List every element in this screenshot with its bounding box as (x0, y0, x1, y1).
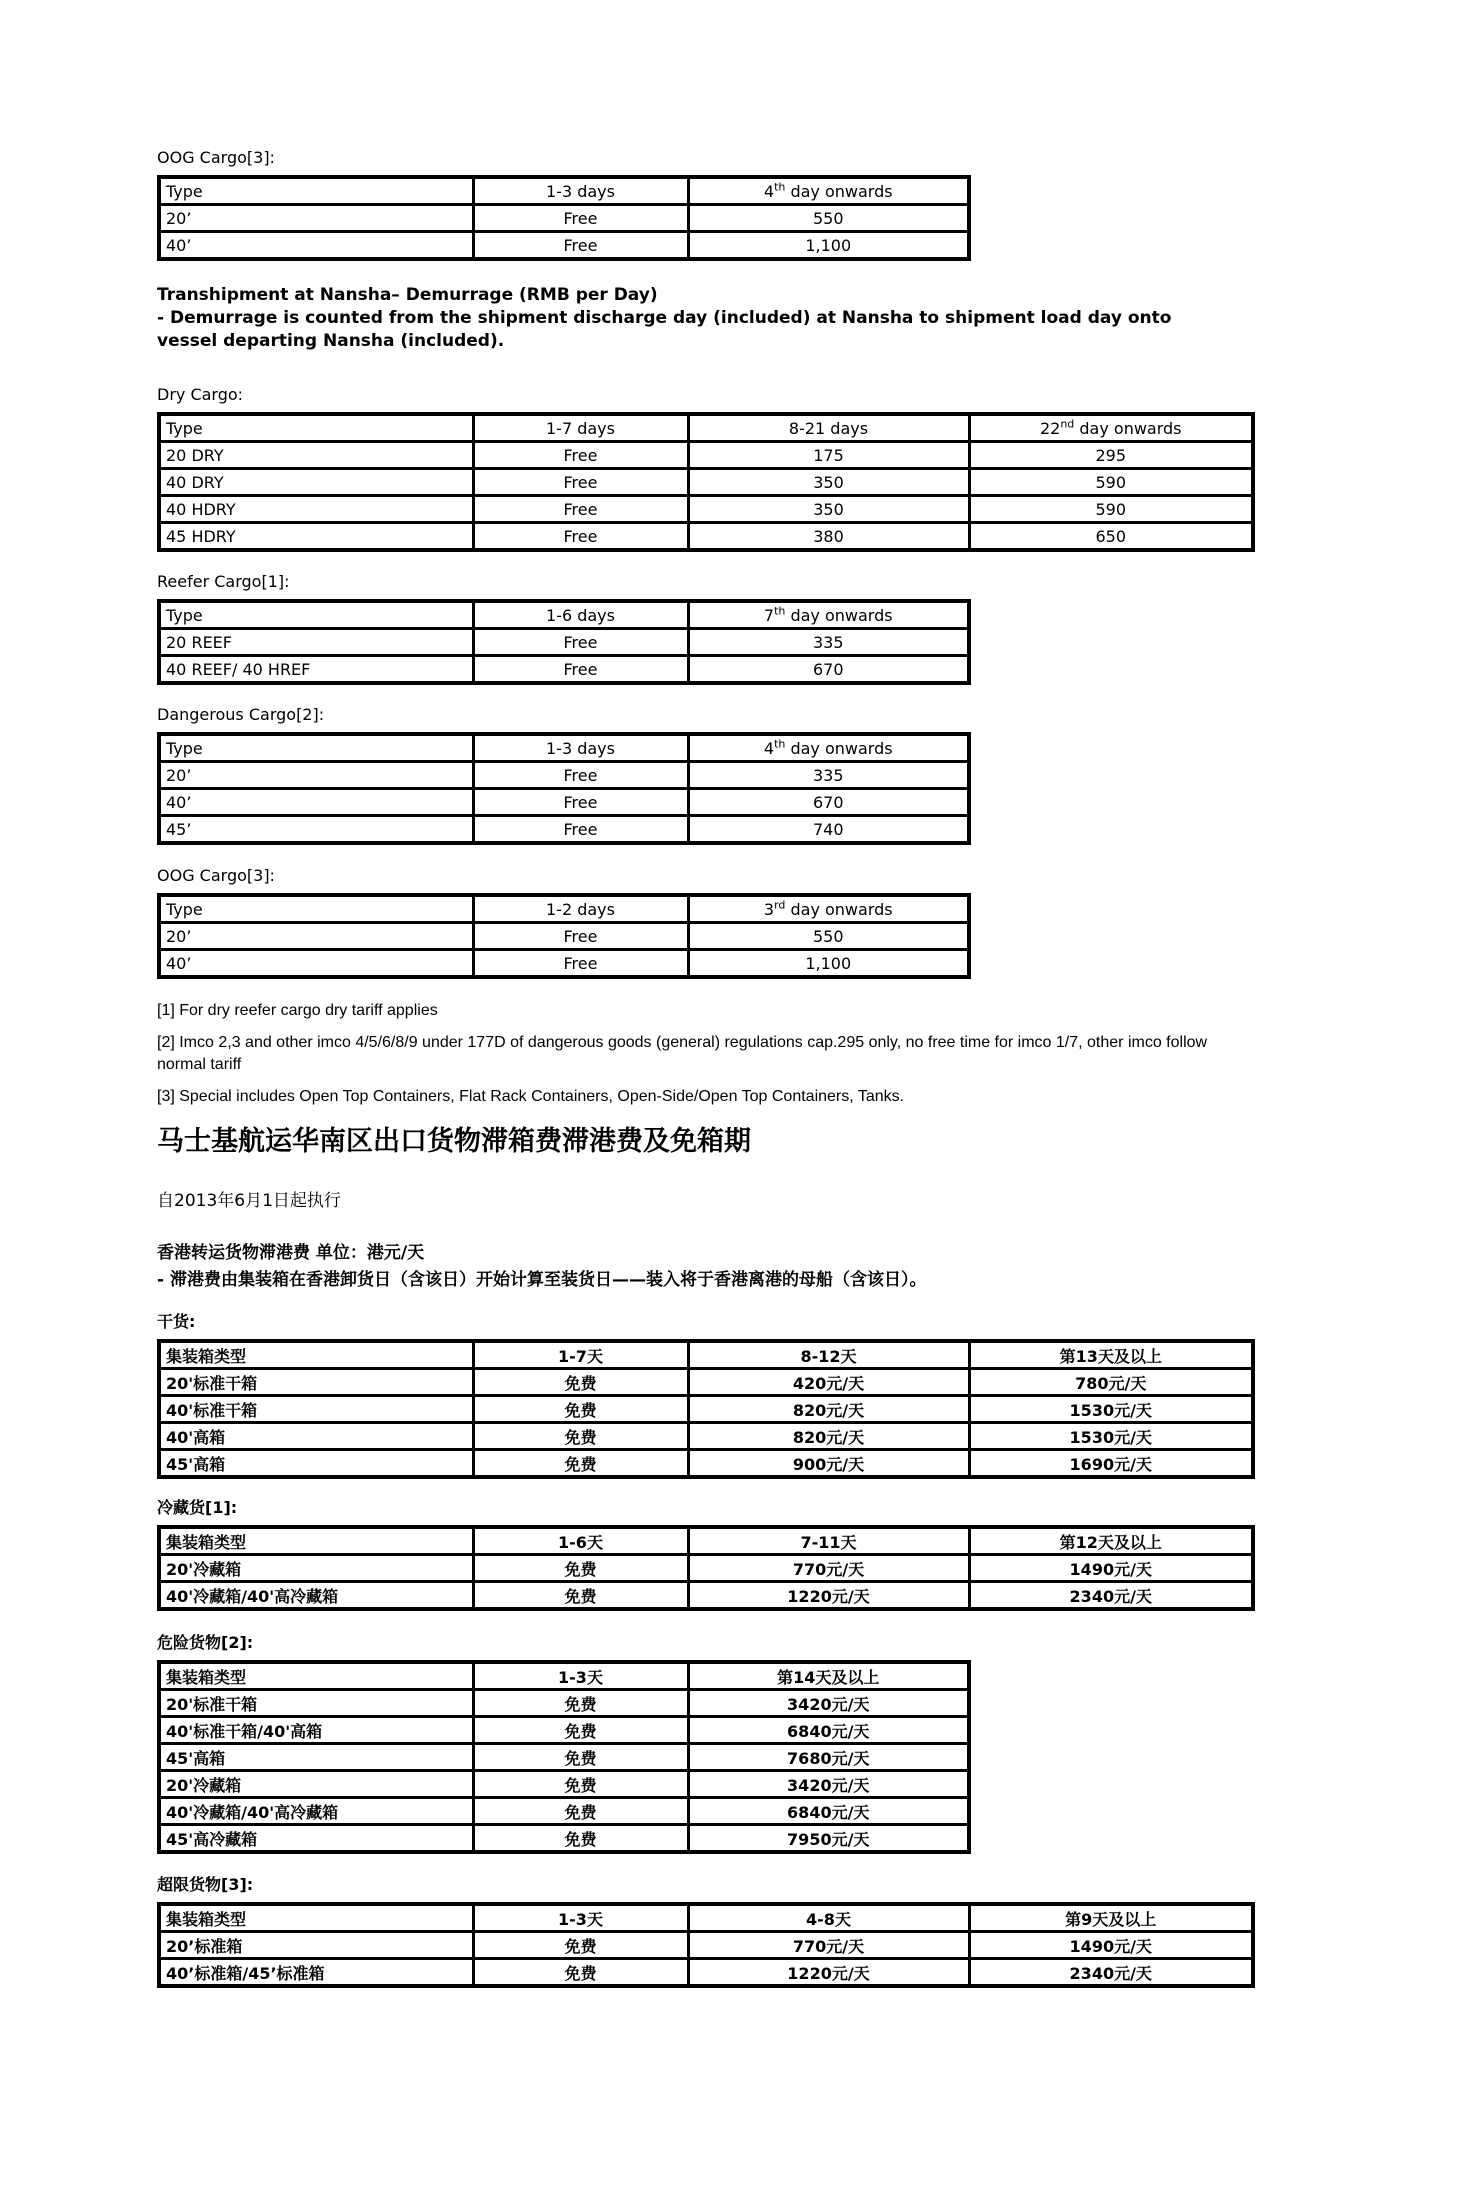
value-cell: 550 (688, 205, 969, 232)
oog-nansha-label: OOG Cargo[3]: (157, 866, 275, 885)
value-cell: 175 (688, 442, 969, 469)
value-cell: 740 (688, 816, 969, 844)
value-cell: Free (473, 656, 688, 684)
section-dry-cargo (157, 385, 1255, 552)
row-label-cell: 20'冷藏箱 (159, 1555, 473, 1582)
table-header-row (159, 1341, 1253, 1369)
value-cell: 1220元/天 (688, 1959, 969, 1987)
value-cell: 550 (688, 923, 969, 950)
value-cell: 免费 (473, 1423, 688, 1450)
table-header-row (159, 414, 1253, 442)
value-cell: 1530元/天 (969, 1396, 1253, 1423)
footnote-2: [2] Imco 2,3 and other imco 4/5/6/8/9 under 177D of dangerous goods (general) regulations cap.295 only, no free time for imco 1/7, other imco follow normal tariff (157, 1034, 1208, 1073)
table-header-row (159, 177, 969, 205)
value-cell: 2340元/天 (969, 1959, 1253, 1987)
cn-reefer-label: 冷藏货[1]: (157, 1498, 238, 1517)
row-label-cell: 40'冷藏箱/40'高冷藏箱 (159, 1582, 473, 1610)
value-cell: 免费 (473, 1771, 688, 1798)
table-row (159, 232, 969, 260)
row-label-cell: 45'高箱 (159, 1744, 473, 1771)
value-cell: Free (473, 629, 688, 656)
value-cell: Free (473, 523, 688, 551)
row-label-cell: 40’ (159, 950, 473, 978)
section-effective-date (157, 1190, 341, 1212)
column-header: 集装箱类型 (159, 1341, 473, 1369)
table-row (159, 923, 969, 950)
table-header-row (159, 734, 969, 762)
value-cell: 2340元/天 (969, 1582, 1253, 1610)
value-cell: Free (473, 496, 688, 523)
row-label-cell: 20’ (159, 205, 473, 232)
value-cell: 780元/天 (969, 1369, 1253, 1396)
value-cell: 3420元/天 (688, 1690, 969, 1717)
english-oog_top-table (157, 175, 971, 261)
value-cell: 1490元/天 (969, 1555, 1253, 1582)
value-cell: 免费 (473, 1717, 688, 1744)
column-header: Type (159, 414, 473, 442)
value-cell: 1220元/天 (688, 1582, 969, 1610)
value-cell: Free (473, 950, 688, 978)
value-cell: 免费 (473, 1959, 688, 1987)
oog-top-table-container (157, 175, 971, 261)
effective-date: 自2013年6月1日起执行 (157, 1191, 341, 1211)
table-header-row (159, 601, 969, 629)
table-row (159, 469, 1253, 496)
column-header: 集装箱类型 (159, 1904, 473, 1932)
footnotes (157, 1000, 1257, 1118)
table-row (159, 1717, 969, 1744)
footnote-3: [3] Special includes Open Top Containers, Flat Rack Containers, Open-Side/Open Top Containers, Tanks. (157, 1088, 905, 1105)
value-cell: 1490元/天 (969, 1932, 1253, 1959)
column-header: 22nd day onwards (969, 414, 1253, 442)
dangerous-cargo-table-container (157, 732, 971, 845)
row-label-cell: 20 DRY (159, 442, 473, 469)
value-cell: 380 (688, 523, 969, 551)
column-header: 3rd day onwards (688, 895, 969, 923)
row-label-cell: 40 DRY (159, 469, 473, 496)
column-header: 8-21 days (688, 414, 969, 442)
table-row (159, 1932, 1253, 1959)
value-cell: 免费 (473, 1369, 688, 1396)
value-cell: Free (473, 816, 688, 844)
column-header: 集装箱类型 (159, 1662, 473, 1690)
chinese-oog-table (157, 1902, 1255, 1988)
transhipment-body-line-2: vessel departing Nansha (included). (157, 331, 505, 351)
column-header: 1-6天 (473, 1527, 688, 1555)
table-row (159, 1423, 1253, 1450)
table-row (159, 789, 969, 816)
hk-demurrage-heading: 香港转运货物滞港费 单位：港元/天 (157, 1243, 425, 1263)
value-cell: 免费 (473, 1582, 688, 1610)
cn-dry-table-container (157, 1339, 1255, 1479)
table-header-row (159, 895, 969, 923)
row-label-cell: 45 HDRY (159, 523, 473, 551)
chinese-reefer-table (157, 1525, 1255, 1611)
value-cell: 350 (688, 469, 969, 496)
value-cell: 295 (969, 442, 1253, 469)
column-header: 1-6 days (473, 601, 688, 629)
row-label-cell: 40’ (159, 232, 473, 260)
section-dangerous-cargo (157, 705, 971, 845)
column-header: 4-8天 (688, 1904, 969, 1932)
column-header: Type (159, 601, 473, 629)
column-header: 1-3 days (473, 177, 688, 205)
table-row (159, 496, 1253, 523)
column-header: 1-7天 (473, 1341, 688, 1369)
value-cell: Free (473, 205, 688, 232)
value-cell: 670 (688, 656, 969, 684)
value-cell: 335 (688, 762, 969, 789)
row-label-cell: 20’ (159, 762, 473, 789)
value-cell: 590 (969, 496, 1253, 523)
chinese-title: 马士基航运华南区出口货物滞箱费滞港费及免箱期 (157, 1126, 751, 1157)
english-oog_nansha-table (157, 893, 971, 979)
section-reefer-cargo (157, 572, 971, 685)
row-label-cell: 20'标准干箱 (159, 1369, 473, 1396)
table-row (159, 1555, 1253, 1582)
table-header-row (159, 1527, 1253, 1555)
value-cell: 590 (969, 469, 1253, 496)
row-label-cell: 40 HDRY (159, 496, 473, 523)
value-cell: Free (473, 923, 688, 950)
value-cell: 免费 (473, 1555, 688, 1582)
row-label-cell: 40 REEF/ 40 HREF (159, 656, 473, 684)
value-cell: 7950元/天 (688, 1825, 969, 1853)
column-header: 1-2 days (473, 895, 688, 923)
value-cell: Free (473, 789, 688, 816)
value-cell: Free (473, 762, 688, 789)
section-chinese-title (157, 1126, 751, 1158)
value-cell: 1,100 (688, 232, 969, 260)
value-cell: Free (473, 442, 688, 469)
value-cell: 7680元/天 (688, 1744, 969, 1771)
section-hk-transhipment (157, 1240, 926, 1294)
value-cell: 1,100 (688, 950, 969, 978)
row-label-cell: 20 REEF (159, 629, 473, 656)
value-cell: 770元/天 (688, 1932, 969, 1959)
value-cell: 免费 (473, 1450, 688, 1478)
row-label-cell: 20'冷藏箱 (159, 1771, 473, 1798)
row-label-cell: 40'标准干箱/40'高箱 (159, 1717, 473, 1744)
cn-reefer-table-container (157, 1525, 1255, 1611)
table-row (159, 816, 969, 844)
table-row (159, 205, 969, 232)
row-label-cell: 20’ (159, 923, 473, 950)
english-dry-table (157, 412, 1255, 552)
row-label-cell: 40’标准箱/45’标准箱 (159, 1959, 473, 1987)
oog-top-label: OOG Cargo[3]: (157, 148, 275, 167)
value-cell: 免费 (473, 1932, 688, 1959)
dry-cargo-table-container (157, 412, 1255, 552)
row-label-cell: 45'高冷藏箱 (159, 1825, 473, 1853)
row-label-cell: 40'高箱 (159, 1423, 473, 1450)
reefer-cargo-table-container (157, 599, 971, 685)
column-header: 第14天及以上 (688, 1662, 969, 1690)
cn-dangerous-table-container (157, 1660, 971, 1854)
value-cell: 900元/天 (688, 1450, 969, 1478)
column-header: 集装箱类型 (159, 1527, 473, 1555)
section-transhipment-nansha (157, 283, 1171, 353)
table-row (159, 1396, 1253, 1423)
value-cell: 1530元/天 (969, 1423, 1253, 1450)
column-header: 7-11天 (688, 1527, 969, 1555)
column-header: 1-3 days (473, 734, 688, 762)
transhipment-heading: Transhipment at Nansha– Demurrage (RMB per Day) (157, 285, 658, 305)
row-label-cell: 45’ (159, 816, 473, 844)
transhipment-body-line-1: - Demurrage is counted from the shipment discharge day (included) at Nansha to shipment load day onto (157, 308, 1172, 328)
table-row (159, 1450, 1253, 1478)
value-cell: Free (473, 469, 688, 496)
row-label-cell: 20'标准干箱 (159, 1690, 473, 1717)
section-oog-cargo-top (157, 148, 971, 261)
table-row (159, 1690, 969, 1717)
column-header: 4th day onwards (688, 734, 969, 762)
table-header-row (159, 1904, 1253, 1932)
row-label-cell: 45'高箱 (159, 1450, 473, 1478)
column-header: Type (159, 177, 473, 205)
chinese-dangerous-table (157, 1660, 971, 1854)
column-header: 第13天及以上 (969, 1341, 1253, 1369)
cn-dangerous-label: 危险货物[2]: (157, 1633, 254, 1652)
column-header: 第12天及以上 (969, 1527, 1253, 1555)
value-cell: 350 (688, 496, 969, 523)
english-dangerous-table (157, 732, 971, 845)
table-row (159, 629, 969, 656)
table-row (159, 1744, 969, 1771)
cn-oog-table-container (157, 1902, 1255, 1988)
section-cn-dry-cargo (157, 1312, 1255, 1479)
value-cell: 820元/天 (688, 1396, 969, 1423)
table-row (159, 1369, 1253, 1396)
column-header: 1-7 days (473, 414, 688, 442)
section-cn-dangerous-cargo (157, 1633, 971, 1854)
value-cell: 820元/天 (688, 1423, 969, 1450)
english-reefer-table (157, 599, 971, 685)
section-oog-cargo-nansha (157, 866, 971, 979)
table-row (159, 1798, 969, 1825)
column-header: 第9天及以上 (969, 1904, 1253, 1932)
section-cn-oog-cargo (157, 1875, 1255, 1988)
column-header: 1-3天 (473, 1662, 688, 1690)
value-cell: 670 (688, 789, 969, 816)
value-cell: 免费 (473, 1690, 688, 1717)
column-header: 8-12天 (688, 1341, 969, 1369)
column-header: 4th day onwards (688, 177, 969, 205)
row-label-cell: 40’ (159, 789, 473, 816)
row-label-cell: 40'冷藏箱/40'高冷藏箱 (159, 1798, 473, 1825)
table-row (159, 1771, 969, 1798)
cn-oog-label: 超限货物[3]: (157, 1875, 254, 1894)
row-label-cell: 20’标准箱 (159, 1932, 473, 1959)
dangerous-cargo-label: Dangerous Cargo[2]: (157, 705, 325, 724)
column-header: Type (159, 734, 473, 762)
section-cn-reefer-cargo (157, 1498, 1255, 1611)
value-cell: 420元/天 (688, 1369, 969, 1396)
value-cell: 免费 (473, 1825, 688, 1853)
table-row (159, 1825, 969, 1853)
row-label-cell: 40'标准干箱 (159, 1396, 473, 1423)
value-cell: 免费 (473, 1396, 688, 1423)
table-row (159, 1582, 1253, 1610)
table-header-row (159, 1662, 969, 1690)
value-cell: 免费 (473, 1798, 688, 1825)
hk-demurrage-note: - 滞港费由集装箱在香港卸货日（含该日）开始计算至装货日——装入将于香港离港的母船（含该日）。 (157, 1270, 927, 1290)
value-cell: 335 (688, 629, 969, 656)
value-cell: 免费 (473, 1744, 688, 1771)
column-header: 1-3天 (473, 1904, 688, 1932)
value-cell: 650 (969, 523, 1253, 551)
table-row (159, 762, 969, 789)
value-cell: 3420元/天 (688, 1771, 969, 1798)
table-row (159, 1959, 1253, 1987)
dry-cargo-label: Dry Cargo: (157, 385, 244, 404)
reefer-cargo-label: Reefer Cargo[1]: (157, 572, 290, 591)
table-row (159, 950, 969, 978)
value-cell: 1690元/天 (969, 1450, 1253, 1478)
column-header: 7th day onwards (688, 601, 969, 629)
value-cell: 6840元/天 (688, 1798, 969, 1825)
value-cell: 770元/天 (688, 1555, 969, 1582)
table-row (159, 442, 1253, 469)
cn-dry-label: 干货: (157, 1312, 196, 1331)
footnote-1: [1] For dry reefer cargo dry tariff applies (157, 1002, 438, 1019)
value-cell: Free (473, 232, 688, 260)
chinese-dry-table (157, 1339, 1255, 1479)
table-row (159, 656, 969, 684)
value-cell: 6840元/天 (688, 1717, 969, 1744)
table-row (159, 523, 1253, 551)
oog-nansha-table-container (157, 893, 971, 979)
column-header: Type (159, 895, 473, 923)
